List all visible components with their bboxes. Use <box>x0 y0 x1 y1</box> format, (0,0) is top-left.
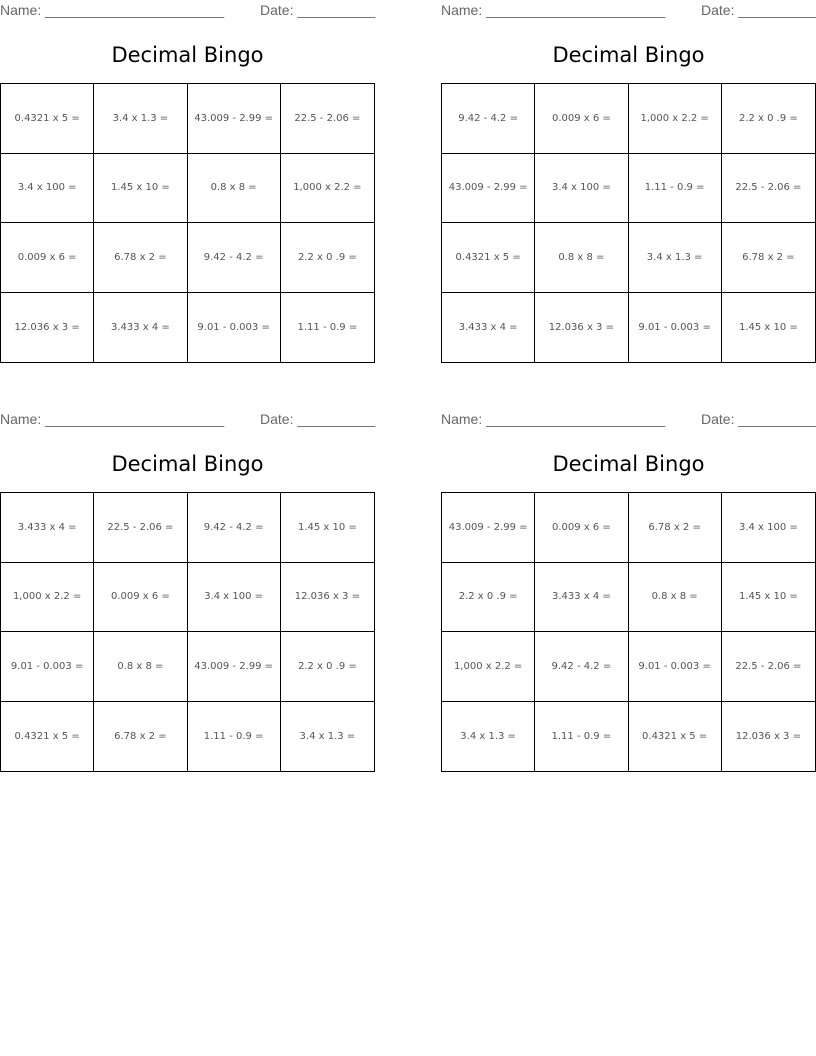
date-field-label: Date: __________ <box>701 411 816 427</box>
bingo-cell: 0.009 x 6 = <box>1 223 94 293</box>
bingo-cell: 9.42 - 4.2 = <box>188 493 281 563</box>
bingo-cell: 2.2 x 0 .9 = <box>722 84 815 154</box>
bingo-cell: 22.5 - 2.06 = <box>722 632 815 702</box>
date-field-label: Date: __________ <box>260 411 376 427</box>
bingo-grid <box>441 492 816 772</box>
bingo-cell: 0.8 x 8 = <box>188 154 281 224</box>
name-field-label: Name: _______________________ <box>441 411 666 427</box>
bingo-cell: 3.433 x 4 = <box>535 563 628 633</box>
date-field-label: Date: __________ <box>701 2 816 18</box>
bingo-cell: 9.01 - 0.003 = <box>629 293 722 363</box>
bingo-cell: 0.4321 x 5 = <box>442 223 535 293</box>
card-header <box>441 409 816 429</box>
card-title: Decimal Bingo <box>111 43 264 67</box>
bingo-cell: 3.4 x 100 = <box>188 563 281 633</box>
bingo-cell: 9.42 - 4.2 = <box>442 84 535 154</box>
bingo-cell: 2.2 x 0 .9 = <box>281 223 374 293</box>
bingo-cell: 6.78 x 2 = <box>94 702 187 772</box>
bingo-cell: 3.4 x 1.3 = <box>629 223 722 293</box>
bingo-cell: 0.4321 x 5 = <box>1 84 94 154</box>
card-title: Decimal Bingo <box>111 452 264 476</box>
name-field-label: Name: _______________________ <box>441 2 666 18</box>
bingo-cell: 0.8 x 8 = <box>535 223 628 293</box>
name-field-label: Name: _______________________ <box>0 2 225 18</box>
bingo-cell: 12.036 x 3 = <box>1 293 94 363</box>
bingo-grid <box>0 492 375 772</box>
bingo-cell: 1.11 - 0.9 = <box>629 154 722 224</box>
bingo-cell: 3.4 x 1.3 = <box>442 702 535 772</box>
bingo-cell: 0.009 x 6 = <box>535 84 628 154</box>
bingo-cell: 0.4321 x 5 = <box>629 702 722 772</box>
bingo-cell: 0.8 x 8 = <box>629 563 722 633</box>
bingo-cell: 9.42 - 4.2 = <box>188 223 281 293</box>
bingo-cell: 43.009 - 2.99 = <box>188 84 281 154</box>
bingo-cell: 2.2 x 0 .9 = <box>442 563 535 633</box>
bingo-cell: 43.009 - 2.99 = <box>442 493 535 563</box>
bingo-cell: 22.5 - 2.06 = <box>722 154 815 224</box>
bingo-cell: 6.78 x 2 = <box>94 223 187 293</box>
bingo-grid <box>441 83 816 363</box>
bingo-cell: 1.45 x 10 = <box>722 563 815 633</box>
bingo-cell: 12.036 x 3 = <box>535 293 628 363</box>
bingo-cell: 2.2 x 0 .9 = <box>281 632 374 702</box>
bingo-cell: 12.036 x 3 = <box>281 563 374 633</box>
bingo-cell: 0.009 x 6 = <box>535 493 628 563</box>
bingo-cell: 0.4321 x 5 = <box>1 702 94 772</box>
card-title: Decimal Bingo <box>552 43 705 67</box>
bingo-cell: 3.4 x 100 = <box>722 493 815 563</box>
bingo-cell: 1.45 x 10 = <box>94 154 187 224</box>
bingo-cell: 6.78 x 2 = <box>722 223 815 293</box>
bingo-cell: 43.009 - 2.99 = <box>188 632 281 702</box>
bingo-cell: 43.009 - 2.99 = <box>442 154 535 224</box>
bingo-cell: 6.78 x 2 = <box>629 493 722 563</box>
bingo-grid <box>0 83 375 363</box>
card-header <box>441 0 816 20</box>
bingo-cell: 1,000 x 2.2 = <box>442 632 535 702</box>
bingo-cell: 3.4 x 1.3 = <box>299 730 356 742</box>
bingo-cell: 1.45 x 10 = <box>281 493 374 563</box>
bingo-cell: 9.01 - 0.003 = <box>629 632 722 702</box>
card-header <box>0 0 375 20</box>
bingo-cell: 9.42 - 4.2 = <box>535 632 628 702</box>
bingo-cell: 0.009 x 6 = <box>94 563 187 633</box>
bingo-cell: 3.4 x 100 = <box>1 154 94 224</box>
bingo-cell: 0.8 x 8 = <box>94 632 187 702</box>
bingo-cell: 9.01 - 0.003 = <box>1 632 94 702</box>
bingo-cell: 1,000 x 2.2 = <box>1 563 94 633</box>
bingo-cell: 22.5 - 2.06 = <box>281 84 374 154</box>
bingo-cell: 3.433 x 4 = <box>1 493 94 563</box>
bingo-cell: 1.45 x 10 = <box>738 321 798 333</box>
card-title: Decimal Bingo <box>552 452 705 476</box>
card-header <box>0 409 375 429</box>
bingo-cell: 12.036 x 3 = <box>735 730 801 742</box>
name-field-label: Name: _______________________ <box>0 411 225 427</box>
bingo-cell: 1,000 x 2.2 = <box>281 154 374 224</box>
bingo-cell: 9.01 - 0.003 = <box>188 293 281 363</box>
bingo-cell: 3.433 x 4 = <box>94 293 187 363</box>
bingo-cell: 1,000 x 2.2 = <box>629 84 722 154</box>
bingo-cell: 1.11 - 0.9 = <box>188 702 281 772</box>
bingo-cell: 22.5 - 2.06 = <box>94 493 187 563</box>
bingo-cell: 1.11 - 0.9 = <box>297 321 358 333</box>
date-field-label: Date: __________ <box>260 2 376 18</box>
bingo-cell: 3.4 x 1.3 = <box>94 84 187 154</box>
bingo-cell: 1.11 - 0.9 = <box>535 702 628 772</box>
bingo-cell: 3.433 x 4 = <box>442 293 535 363</box>
bingo-cell: 3.4 x 100 = <box>535 154 628 224</box>
